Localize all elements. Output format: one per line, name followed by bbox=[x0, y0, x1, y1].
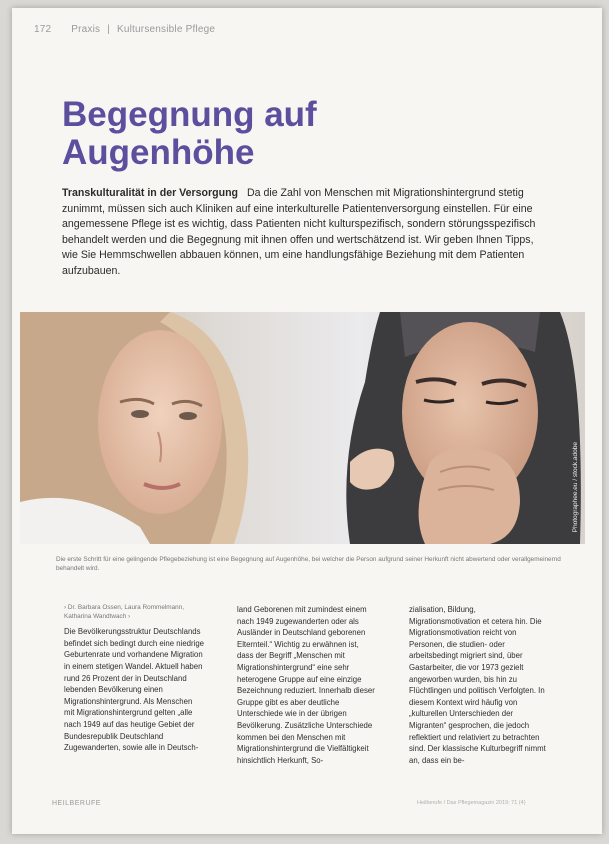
section-label: Praxis bbox=[71, 24, 101, 35]
article-title bbox=[62, 96, 482, 172]
footer-citation: Heilberufe / Das Pflegemagazin 2019; 71 (4) bbox=[417, 800, 526, 806]
running-head: 172 Praxis | Kultursensible Pflege bbox=[34, 24, 216, 35]
article-lead bbox=[62, 186, 547, 280]
title-line-2: Augenhöhe bbox=[62, 133, 255, 172]
footer-magazine-name: HEILBERUFE bbox=[52, 800, 101, 807]
article-authors: › Dr. Barbara Ossen, Laura Rommelmann, Katharina Wandtwach › bbox=[64, 604, 185, 620]
magazine-page bbox=[12, 8, 602, 834]
title-line-1: Begegnung auf bbox=[62, 95, 317, 134]
photo-credit: Photographee.eu / stock.adobe bbox=[572, 441, 579, 532]
photo-illustration bbox=[20, 312, 585, 544]
body-text-3: zialisation, Bildung, Migrationsmotivation et cetera hin. Die Migrationsmotivation reicht von Personen, die studien- oder arbeitsbedingt migriert sind, über Gastarbeiter, die vor 1973 gezielt angeworben wurden, bis hin zu Flüchtlingen und politisch Verfolgten. In diesem Kontext wird häufig von „kulturellen Unterschieden der Migranten“ gesprochen, die jedoch reflektiert und relativiert zu betrachten sind. Der klassische Kulturbegriff nimmt an, dass ein be- bbox=[409, 605, 546, 765]
lead-text: Da die Zahl von Menschen mit Migrationshintergrund stetig zunimmt, müssen sich auch Kliniken auf eine interkulturelle Patientenversorgung einstellen. Für eine angemessene Pflege ist es wichtig, dass Patienten nicht kulturspezifisch, sondern störungsspezifisch behandelt werden und die Begegnung mit ihnen offen und wertschätzend ist. Wir geben Ihnen Tipps, wie Sie Hemmschwellen abbauen können, um eine handlungsfähige Beziehung mit dem Patienten aufzubauen. bbox=[62, 187, 536, 277]
body-column-3 bbox=[409, 604, 549, 766]
photo-caption: Die erste Schritt für eine gelingende Pflegebeziehung ist eine Begegnung auf Augenhöhe, bei welcher die Person aufgrund seiner Herkunft nicht abwertend oder verallgemeinernd behandelt wird. bbox=[56, 556, 561, 572]
body-text-2: land Geborenen mit zumindest einem nach 1949 zugewanderten oder als Ausländer in Deutschland geborenen Elternteil.“ Wichtig zu erwähnen ist, dass der Begriff „Menschen mit Migrationshintergrund“ eine sehr heterogene Gruppe auf eine einzige Bezeichnung reduziert. Innerhalb dieser Gruppe gibt es aber deutliche Unterschiede wie in der übrigen Bevölkerung. Zusätzliche Unterschiede kommen bei den Menschen mit Migrationshintergrund die Vielfältigkeit hinsichtlich Herkunft, So- bbox=[237, 605, 375, 765]
lead-kicker: Transkulturalität in der Versorgung bbox=[62, 187, 239, 199]
topic-label: Kultursensible Pflege bbox=[117, 24, 216, 35]
article-photo bbox=[20, 312, 585, 544]
page-number: 172 bbox=[34, 24, 52, 35]
body-column-2 bbox=[237, 604, 377, 766]
body-text-1: Die Bevölkerungsstruktur Deutschlands befindet sich bedingt durch eine niedrige Geburtenrate und vorhandene Migration in einem stetigen Wandel. Aktuell haben rund 26 Prozent der in Deutschland lebenden Bevölkerung einen Migrationshintergrund. Als Menschen mit Migrationshintergrund gelten „alle nach 1949 auf das heutige Gebiet der Bundesrepublik Deutschland Zugewanderten, sowie alle in Deutsch- bbox=[64, 627, 205, 753]
body-column-1 bbox=[64, 604, 204, 754]
